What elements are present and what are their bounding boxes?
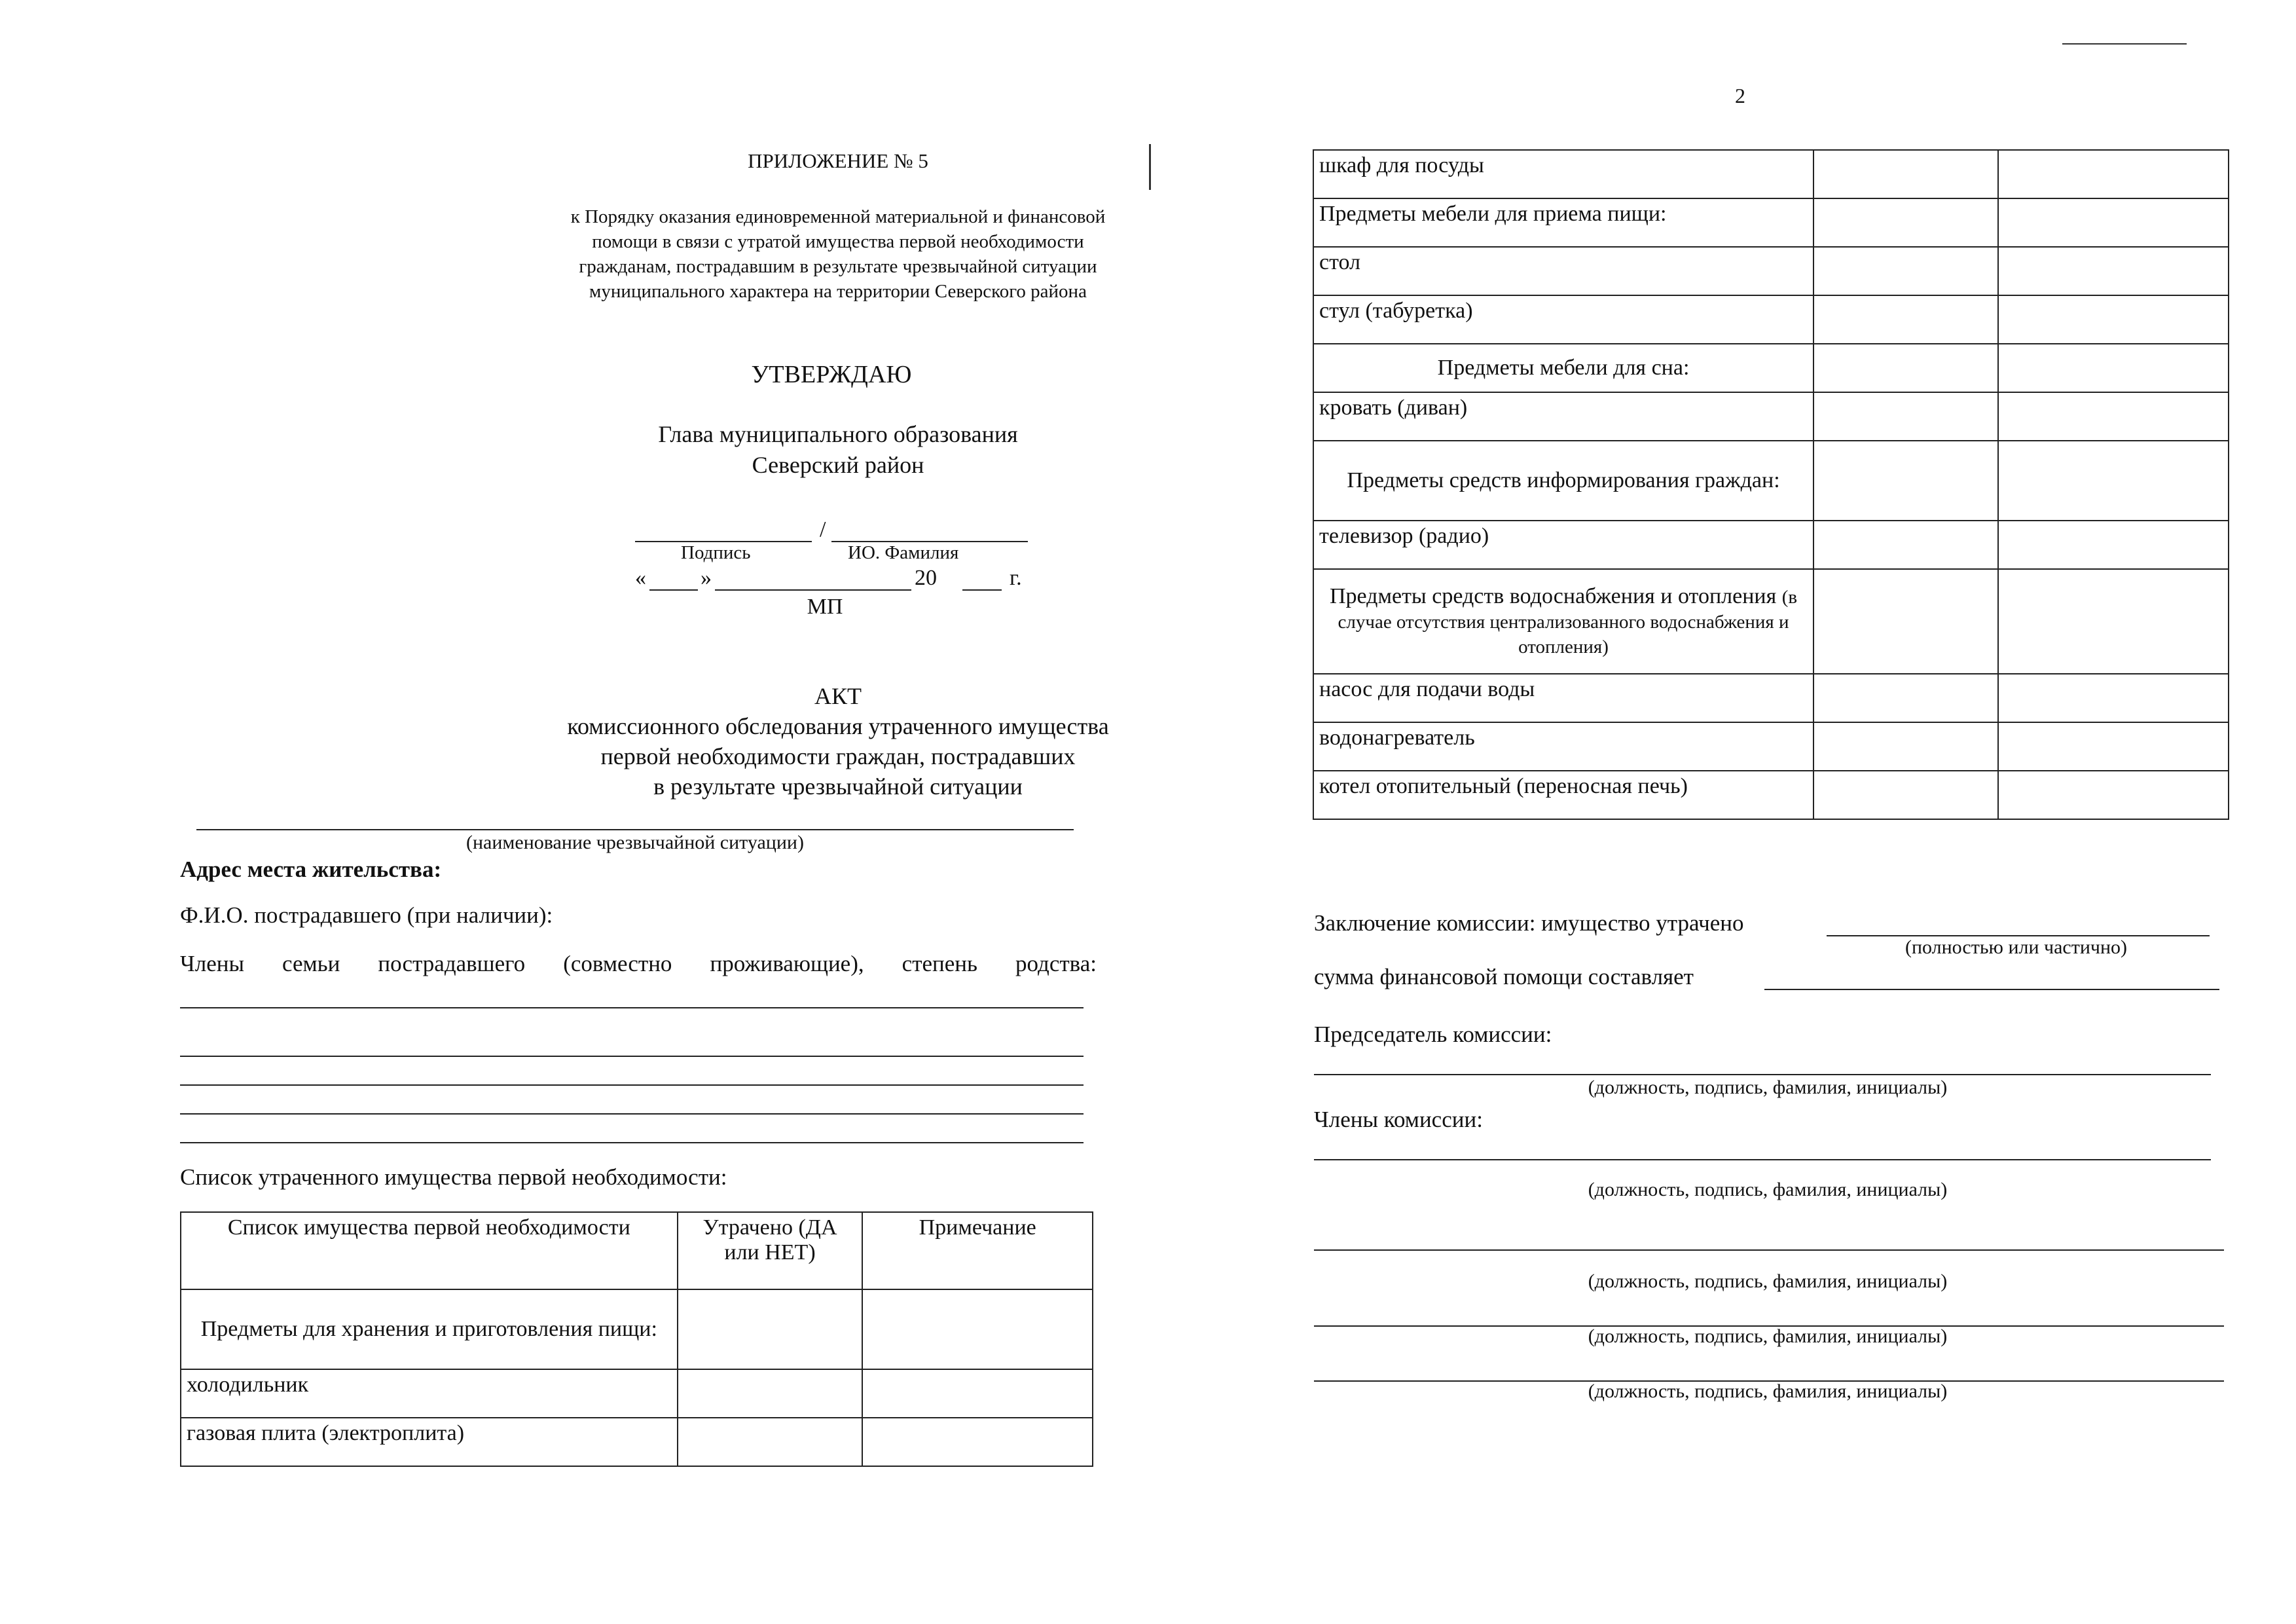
- table-row: [1313, 674, 2229, 722]
- lost-cell[interactable]: [678, 1289, 863, 1369]
- note-cell[interactable]: [862, 1369, 1093, 1418]
- member-signature-line[interactable]: [1314, 1249, 2224, 1251]
- date-row: [635, 566, 1041, 595]
- family-line[interactable]: [180, 1007, 1084, 1008]
- family-line[interactable]: [180, 1113, 1084, 1115]
- table-row: [1313, 198, 2229, 247]
- signature-label: Подпись: [681, 542, 751, 563]
- aid-amount-label: сумма финансовой помощи составляет: [1314, 964, 1694, 989]
- note-cell[interactable]: [1998, 247, 2229, 295]
- lost-cell[interactable]: [1813, 198, 1998, 247]
- header-note: Примечание: [862, 1212, 1093, 1289]
- category-cell: Предметы мебели для сна:: [1313, 344, 1813, 392]
- table-row: [1313, 771, 2229, 819]
- emergency-caption: (наименование чрезвычайной ситуации): [466, 832, 804, 853]
- item-cell: холодильник: [181, 1369, 678, 1418]
- item-cell: насос для подачи воды: [1313, 674, 1813, 722]
- signature-caption: (должность, подпись, фамилия, инициалы): [1588, 1325, 1948, 1347]
- table-row: [181, 1289, 1093, 1369]
- note-cell[interactable]: [1998, 344, 2229, 392]
- date-month-line[interactable]: [715, 589, 911, 591]
- lost-cell[interactable]: [678, 1369, 863, 1418]
- lost-cell[interactable]: [1813, 674, 1998, 722]
- table-header-row: [181, 1212, 1093, 1289]
- table-row: [181, 1418, 1093, 1466]
- lost-cell[interactable]: [1813, 150, 1998, 198]
- scan-artifact: [1149, 144, 1151, 190]
- act-line-1: комиссионного обследования утраченного имущества: [567, 713, 1109, 739]
- appendix-title: ПРИЛОЖЕНИЕ № 5: [748, 149, 928, 172]
- note-cell[interactable]: [1998, 392, 2229, 441]
- item-cell: Предметы мебели для приема пищи:: [1313, 198, 1813, 247]
- victim-name-label: Ф.И.О. пострадавшего (при наличии):: [180, 902, 553, 928]
- chairman-signature-line[interactable]: [1314, 1074, 2211, 1075]
- note-cell[interactable]: [1998, 674, 2229, 722]
- family-line[interactable]: [180, 1084, 1084, 1086]
- page-number: 2: [1735, 84, 1745, 107]
- name-label: ИО. Фамилия: [848, 542, 959, 563]
- table-row: [1313, 569, 2229, 674]
- lost-cell[interactable]: [1813, 521, 1998, 569]
- table-row: [1313, 521, 2229, 569]
- signature-caption: (должность, подпись, фамилия, инициалы): [1588, 1179, 1948, 1200]
- property-table-right: [1313, 149, 2229, 820]
- table-row: [1313, 295, 2229, 344]
- head-title-line-1: Глава муниципального образования: [658, 421, 1018, 447]
- item-cell: телевизор (радио): [1313, 521, 1813, 569]
- date-open-quote: «: [635, 566, 646, 590]
- conclusion-caption: (полностью или частично): [1905, 936, 2128, 958]
- note-cell[interactable]: [1998, 722, 2229, 771]
- members-label: Члены комиссии:: [1314, 1107, 1483, 1132]
- category-cell: Предметы для хранения и приготовления пищи:: [181, 1289, 678, 1369]
- table-row: [1313, 441, 2229, 521]
- act-line-3: в результате чрезвычайной ситуации: [653, 773, 1023, 800]
- signature-separator: /: [820, 517, 826, 542]
- lost-cell[interactable]: [678, 1418, 863, 1466]
- header-property: Список имущества первой необходимости: [181, 1212, 678, 1289]
- family-members-label: Члены семьи пострадавшего (совместно проживающие), степень родства:: [180, 951, 1097, 976]
- lost-cell[interactable]: [1813, 771, 1998, 819]
- lost-cell[interactable]: [1813, 441, 1998, 521]
- table-row: [1313, 247, 2229, 295]
- head-title-line-2: Северский район: [752, 452, 924, 478]
- date-close-quote: »: [701, 566, 712, 590]
- table-row: [1313, 722, 2229, 771]
- property-table-left: [180, 1211, 1093, 1467]
- note-cell[interactable]: [862, 1418, 1093, 1466]
- date-year-prefix: 20: [915, 566, 937, 590]
- note-cell[interactable]: [1998, 441, 2229, 521]
- category-note: (в случае отсутствия централизованного водоснабжения и отопления): [1338, 587, 1798, 657]
- act-line-2: первой необходимости граждан, пострадавших: [600, 743, 1076, 769]
- act-title: АКТ: [814, 683, 862, 709]
- item-cell: кровать (диван): [1313, 392, 1813, 441]
- member-signature-line[interactable]: [1314, 1159, 2211, 1160]
- lost-cell[interactable]: [1813, 344, 1998, 392]
- item-cell: стол: [1313, 247, 1813, 295]
- lost-cell[interactable]: [1813, 247, 1998, 295]
- category-cell: Предметы средств информирования граждан:: [1313, 441, 1813, 521]
- act-title-block: [511, 681, 1165, 802]
- appendix-description: к Порядку оказания единовременной материальной и финансовой помощи в связи с утратой имущества первой необходимости гражданам, пострадавшим в результате чрезвычайной ситуации муниципального характера на территории Северского района: [570, 206, 1106, 302]
- date-year-line[interactable]: [962, 589, 1002, 591]
- chairman-label: Председатель комиссии:: [1314, 1022, 1552, 1047]
- table-row: [181, 1369, 1093, 1418]
- item-cell: газовая плита (электроплита): [181, 1418, 678, 1466]
- lost-cell[interactable]: [1813, 722, 1998, 771]
- signature-caption: (должность, подпись, фамилия, инициалы): [1588, 1077, 1948, 1098]
- header-lost: Утрачено (ДА или НЕТ): [678, 1212, 863, 1289]
- lost-cell[interactable]: [1813, 392, 1998, 441]
- table-row: [1313, 344, 2229, 392]
- note-cell[interactable]: [1998, 150, 2229, 198]
- aid-amount-line[interactable]: [1764, 989, 2219, 990]
- family-line[interactable]: [180, 1056, 1084, 1057]
- date-day-line[interactable]: [649, 589, 698, 591]
- note-cell[interactable]: [1998, 771, 2229, 819]
- address-label: Адрес места жительства:: [180, 857, 442, 882]
- item-cell: стул (табуретка): [1313, 295, 1813, 344]
- emergency-name-line[interactable]: [196, 829, 1074, 830]
- conclusion-label: Заключение комиссии: имущество утрачено: [1314, 910, 1744, 936]
- date-year-suffix: г.: [1010, 566, 1022, 590]
- note-cell[interactable]: [1998, 198, 2229, 247]
- family-line[interactable]: [180, 1142, 1084, 1143]
- scan-artifact: [2062, 43, 2187, 45]
- lost-cell[interactable]: [1813, 569, 1998, 674]
- note-cell[interactable]: [862, 1289, 1093, 1369]
- approval-heading: УТВЕРЖДАЮ: [751, 361, 912, 388]
- item-cell: водонагреватель: [1313, 722, 1813, 771]
- note-cell[interactable]: [1998, 295, 2229, 344]
- category-label: Предметы средств водоснабжения и отопления: [1329, 584, 1777, 608]
- table-row: [1313, 150, 2229, 198]
- item-cell: шкаф для посуды: [1313, 150, 1813, 198]
- lost-cell[interactable]: [1813, 295, 1998, 344]
- signature-caption: (должность, подпись, фамилия, инициалы): [1588, 1380, 1948, 1402]
- signature-caption: (должность, подпись, фамилия, инициалы): [1588, 1270, 1948, 1292]
- stamp-place: МП: [807, 595, 843, 619]
- property-list-label: Список утраченного имущества первой необходимости:: [180, 1164, 727, 1190]
- note-cell[interactable]: [1998, 569, 2229, 674]
- category-cell: [1313, 569, 1813, 674]
- note-cell[interactable]: [1998, 521, 2229, 569]
- table-row: [1313, 392, 2229, 441]
- item-cell: котел отопительный (переносная печь): [1313, 771, 1813, 819]
- head-title: [589, 419, 1087, 481]
